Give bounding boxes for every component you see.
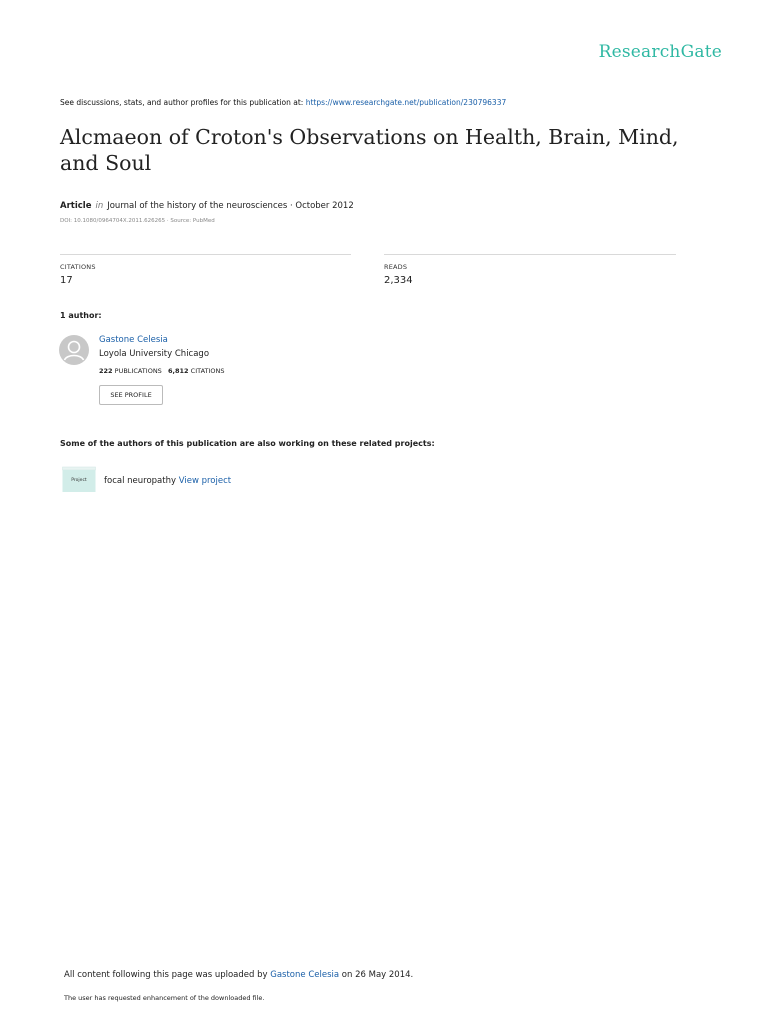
author-institution: Loyola University Chicago	[99, 349, 210, 359]
project-name: focal neuropathy	[104, 476, 177, 486]
project-entry	[104, 476, 231, 486]
author-citations-count: 6,812	[168, 367, 189, 375]
reads-value: 2,334	[384, 275, 413, 286]
divider	[60, 254, 351, 255]
journal-info: Journal of the history of the neurosciences · October 2012	[107, 201, 354, 211]
author-name-link[interactable]: Gastone Celesia	[99, 335, 168, 345]
project-icon-label: Project	[71, 478, 87, 483]
user-placeholder-icon	[59, 335, 89, 365]
citations-value: 17	[60, 275, 73, 286]
article-meta	[60, 201, 354, 211]
see-profile-button[interactable]: SEE PROFILE	[99, 385, 163, 405]
upload-suffix: on 26 May 2014.	[341, 970, 414, 980]
publications-label: PUBLICATIONS	[114, 367, 162, 375]
page-title: Alcmaeon of Croton's Observations on Health, Brain, Mind, and Soul	[60, 125, 679, 175]
publication-url-link[interactable]: https://www.researchgate.net/publication/230796337	[305, 98, 507, 107]
in-label: in	[95, 201, 104, 211]
author-citations-label: CITATIONS	[190, 367, 225, 375]
author-stats	[99, 367, 225, 375]
project-folder-icon	[62, 466, 96, 493]
publication-notice	[60, 98, 506, 107]
upload-notice	[64, 970, 413, 980]
uploader-link[interactable]: Gastone Celesia	[270, 970, 340, 980]
citations-label: CITATIONS	[60, 263, 96, 271]
enhancement-notice: The user has requested enhancement of the downloaded file.	[64, 994, 265, 1002]
authors-heading: 1 author:	[60, 311, 102, 320]
upload-prefix: All content following this page was uploaded by	[64, 970, 268, 980]
projects-heading: Some of the authors of this publication are also working on these related projects:	[60, 439, 435, 448]
view-project-link[interactable]: View project	[178, 476, 232, 486]
divider	[384, 254, 676, 255]
publications-count: 222	[99, 367, 113, 375]
avatar[interactable]	[59, 335, 89, 365]
notice-text: See discussions, stats, and author profiles for this publication at:	[60, 98, 304, 107]
article-type: Article	[60, 201, 92, 211]
researchgate-logo[interactable]: ResearchGate	[598, 42, 722, 62]
reads-label: READS	[384, 263, 408, 271]
doi-source: DOI: 10.1080/0964704X.2011.626265 · Source: PubMed	[60, 218, 215, 224]
